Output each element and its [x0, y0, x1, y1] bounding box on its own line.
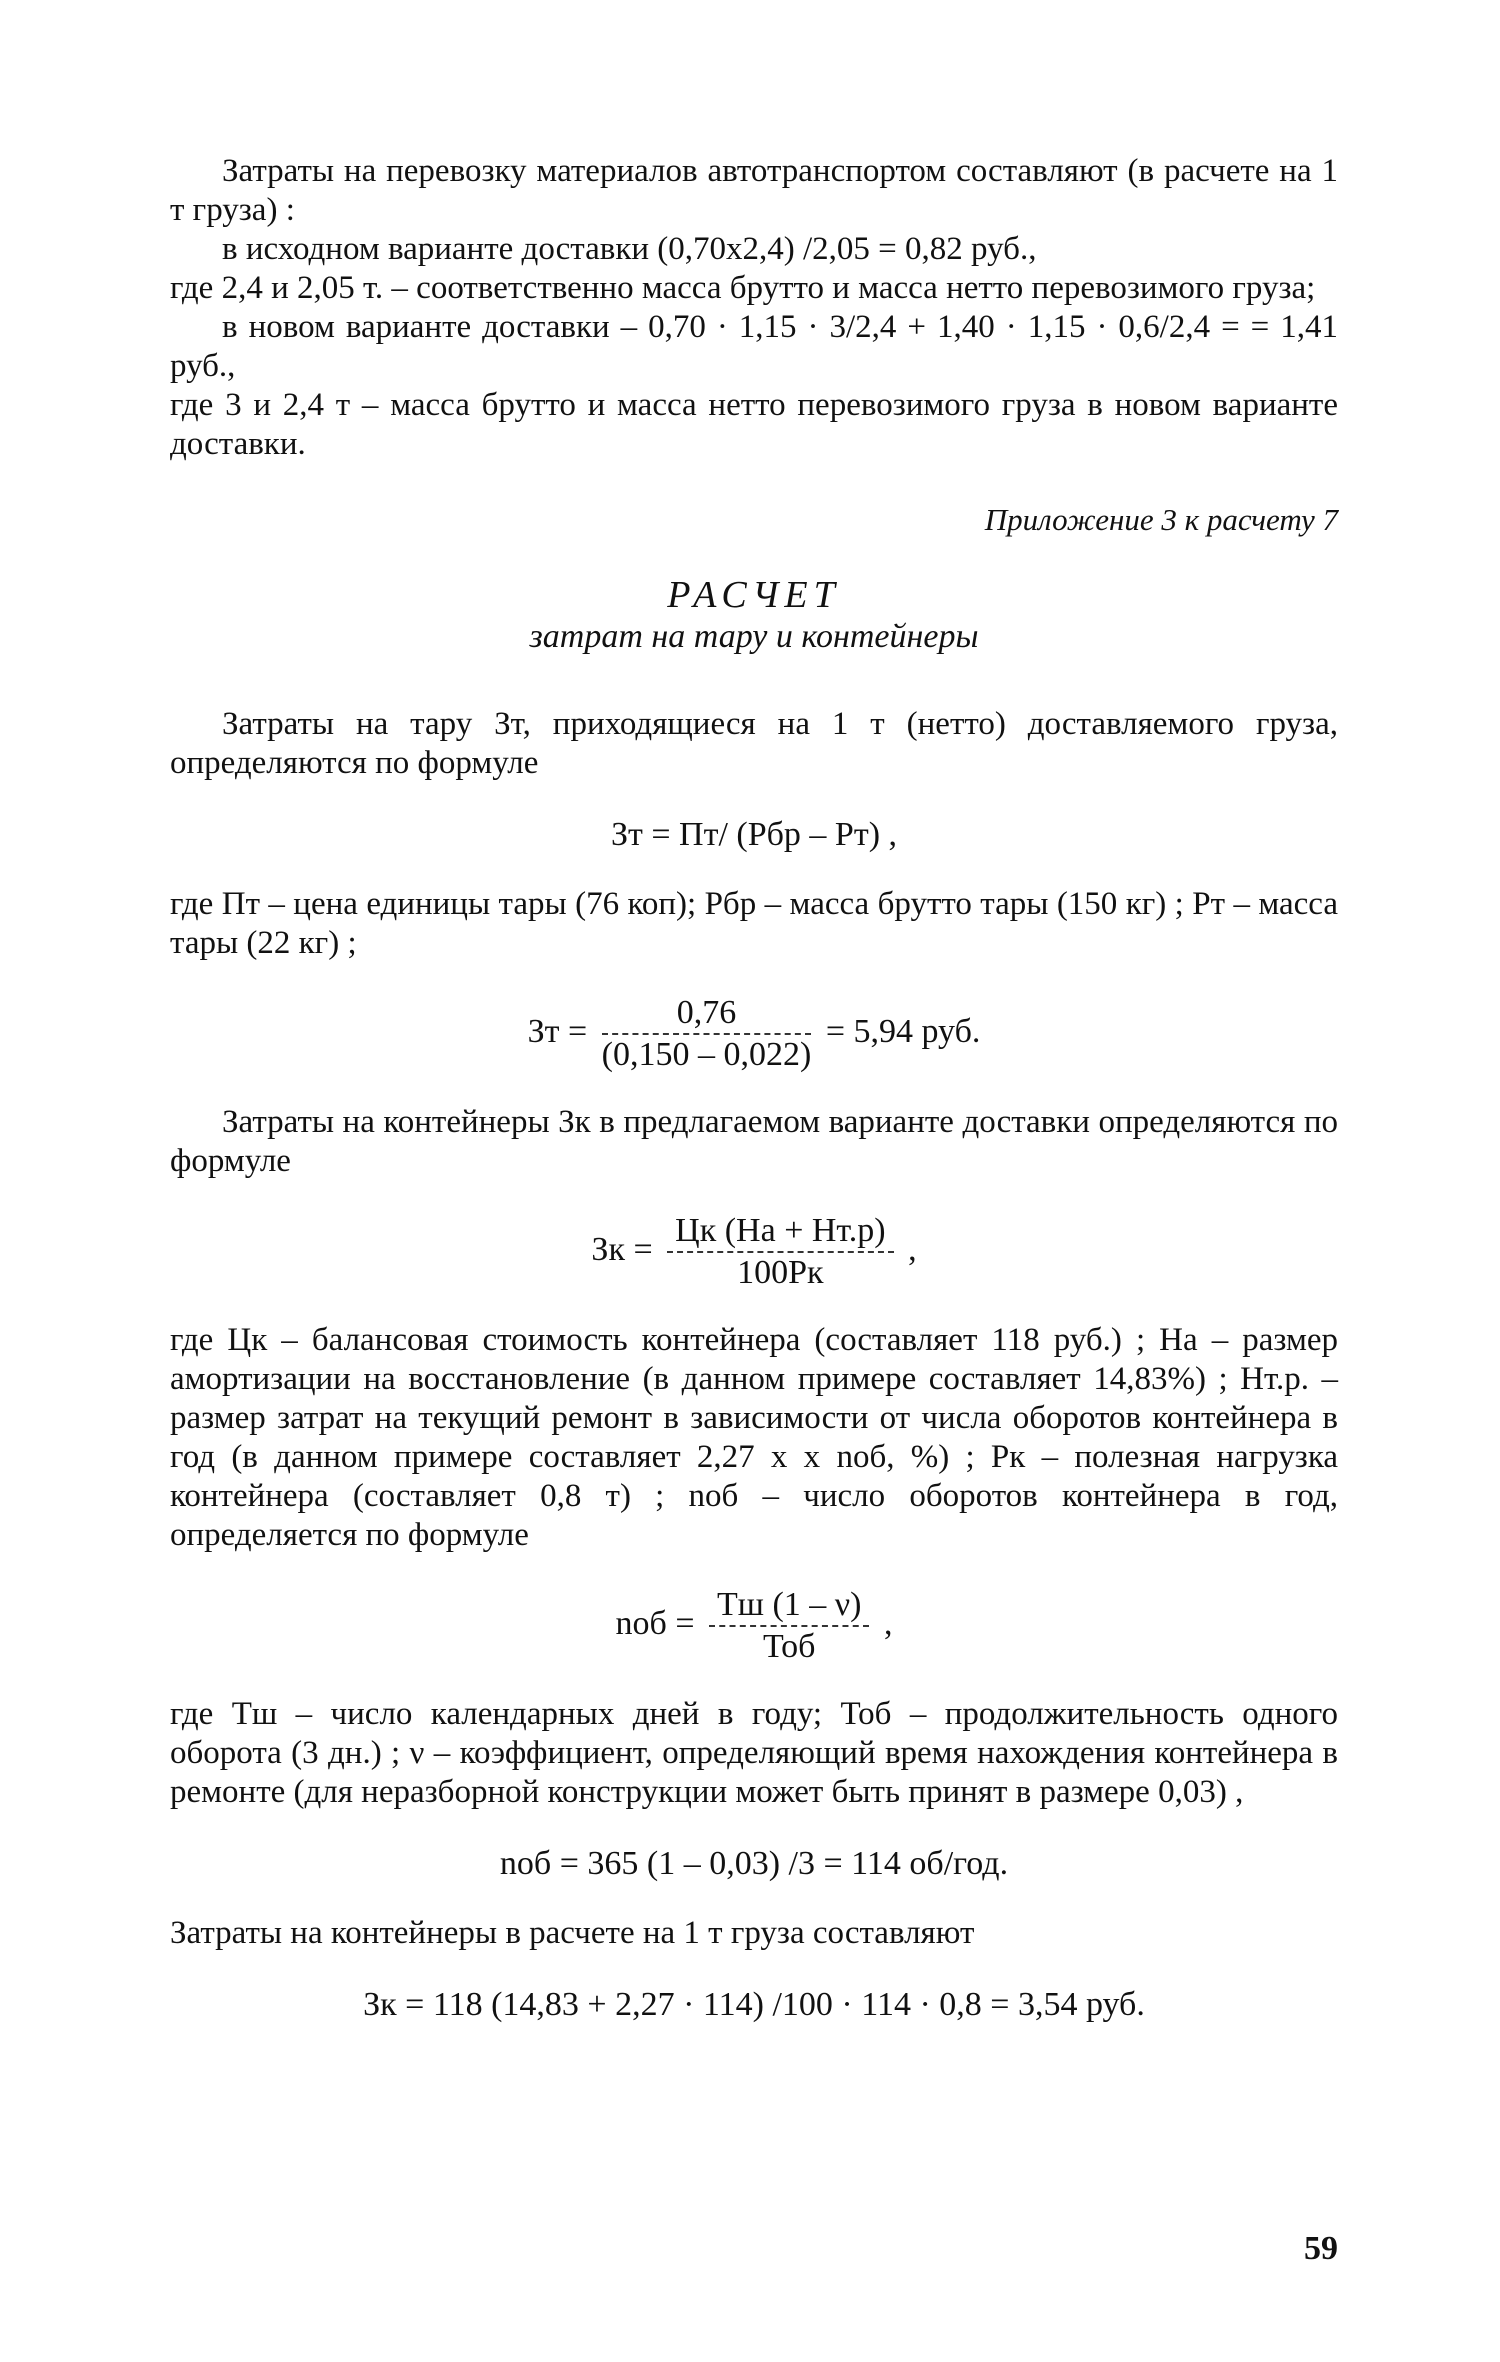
intro-paragraph-2: в исходном варианте доставки (0,70х2,4) /2,05 = 0,82 руб.,: [222, 231, 1037, 267]
container-formula-fraction: [667, 1213, 893, 1291]
turnover-formula-end: ,: [883, 1604, 893, 1642]
page-number: 59: [1304, 2230, 1338, 2267]
turnover-formula-numerator: Тш (1 – ν): [709, 1587, 869, 1627]
page-body: [170, 152, 1338, 2055]
tara-paragraph-1: Затраты на тару Зт, приходящиеся на 1 т (нетто) доставляемого груза, определяются по формуле: [170, 706, 1338, 781]
intro-paragraph-5: где 3 и 2,4 т – масса брутто и масса нетто перевозимого груза в новом варианте доставки.: [170, 387, 1338, 462]
tara-calc-fraction: [602, 995, 812, 1073]
section-subtitle: затрат на тару и контейнеры: [529, 618, 979, 655]
turnover-formula-lhs: nоб =: [615, 1604, 695, 1642]
tara-formula: Зт = Пт/ (Рбр – Рт) ,: [610, 816, 898, 853]
container-paragraph-3: где Тш – число календарных дней в году; Тоб – продолжительность одного оборота (3 дн.) ; ν – коэффициент, определяющий время нахождения контейнера в ремонте (для неразборной конструкции может быть принят в размере 0,03) ,: [170, 1696, 1338, 1810]
section-title: РАСЧЕТ: [667, 574, 841, 616]
turnover-formula: [170, 1587, 1338, 1665]
appendix-label: Приложение 3 к расчету 7: [984, 502, 1338, 537]
tara-calc-denominator: (0,150 – 0,022): [601, 1036, 812, 1073]
container-paragraph-4: Затраты на контейнеры в расчете на 1 т груза составляют: [170, 1915, 975, 1951]
turnover-calculation: nоб = 365 (1 – 0,03) /3 = 114 об/год.: [499, 1845, 1009, 1882]
tara-paragraph-2: где Пт – цена единицы тары (76 коп); Рбр – масса брутто тары (150 кг) ; Рт – масса тары (22 кг) ;: [170, 886, 1338, 961]
intro-paragraph-3: где 2,4 и 2,05 т. – соответственно масса брутто и масса нетто перевозимого груза;: [170, 270, 1316, 306]
container-paragraph-2: где Цк – балансовая стоимость контейнера (составляет 118 руб.) ; На – размер амортизации на восстановление (в данном примере составляет 14,83%) ; Нт.р. – размер затрат на текущий ремонт в зависимости от числа оборотов контейнера в год (в данном примере составляет 2,27 х х nоб, %) ; Рк – полезная нагрузка контейнера (составляет 0,8 т) ; nоб – число оборотов контейнера в год, определяется по формуле: [170, 1322, 1338, 1553]
container-formula: [170, 1213, 1338, 1291]
container-formula-numerator: Цк (На + Нт.р): [667, 1213, 893, 1253]
tara-calc-lhs: Зт =: [527, 1012, 588, 1050]
container-formula-denominator: 100Рк: [737, 1254, 824, 1291]
container-formula-lhs: Зк =: [591, 1230, 653, 1268]
container-final-calculation: Зк = 118 (14,83 + 2,27 · 114) /100 · 114 · 0,8 = 3,54 руб.: [363, 1986, 1145, 2023]
tara-calculation: [170, 995, 1338, 1073]
intro-paragraph-4: в новом варианте доставки – 0,70 · 1,15 · 3/2,4 + 1,40 · 1,15 · 0,6/2,4 = = 1,41 руб.,: [170, 309, 1338, 384]
container-paragraph-1: Затраты на контейнеры Зк в предлагаемом варианте доставки определяются по формуле: [170, 1104, 1338, 1179]
container-formula-end: ,: [908, 1230, 917, 1268]
intro-paragraph-1: Затраты на перевозку материалов автотранспортом составляют (в расчете на 1 т груза) :: [170, 153, 1338, 228]
tara-calc-numerator: 0,76: [602, 995, 812, 1035]
tara-calc-rhs: = 5,94 руб.: [825, 1012, 981, 1050]
turnover-formula-fraction: [709, 1587, 869, 1665]
turnover-formula-denominator: Тоб: [762, 1628, 816, 1665]
